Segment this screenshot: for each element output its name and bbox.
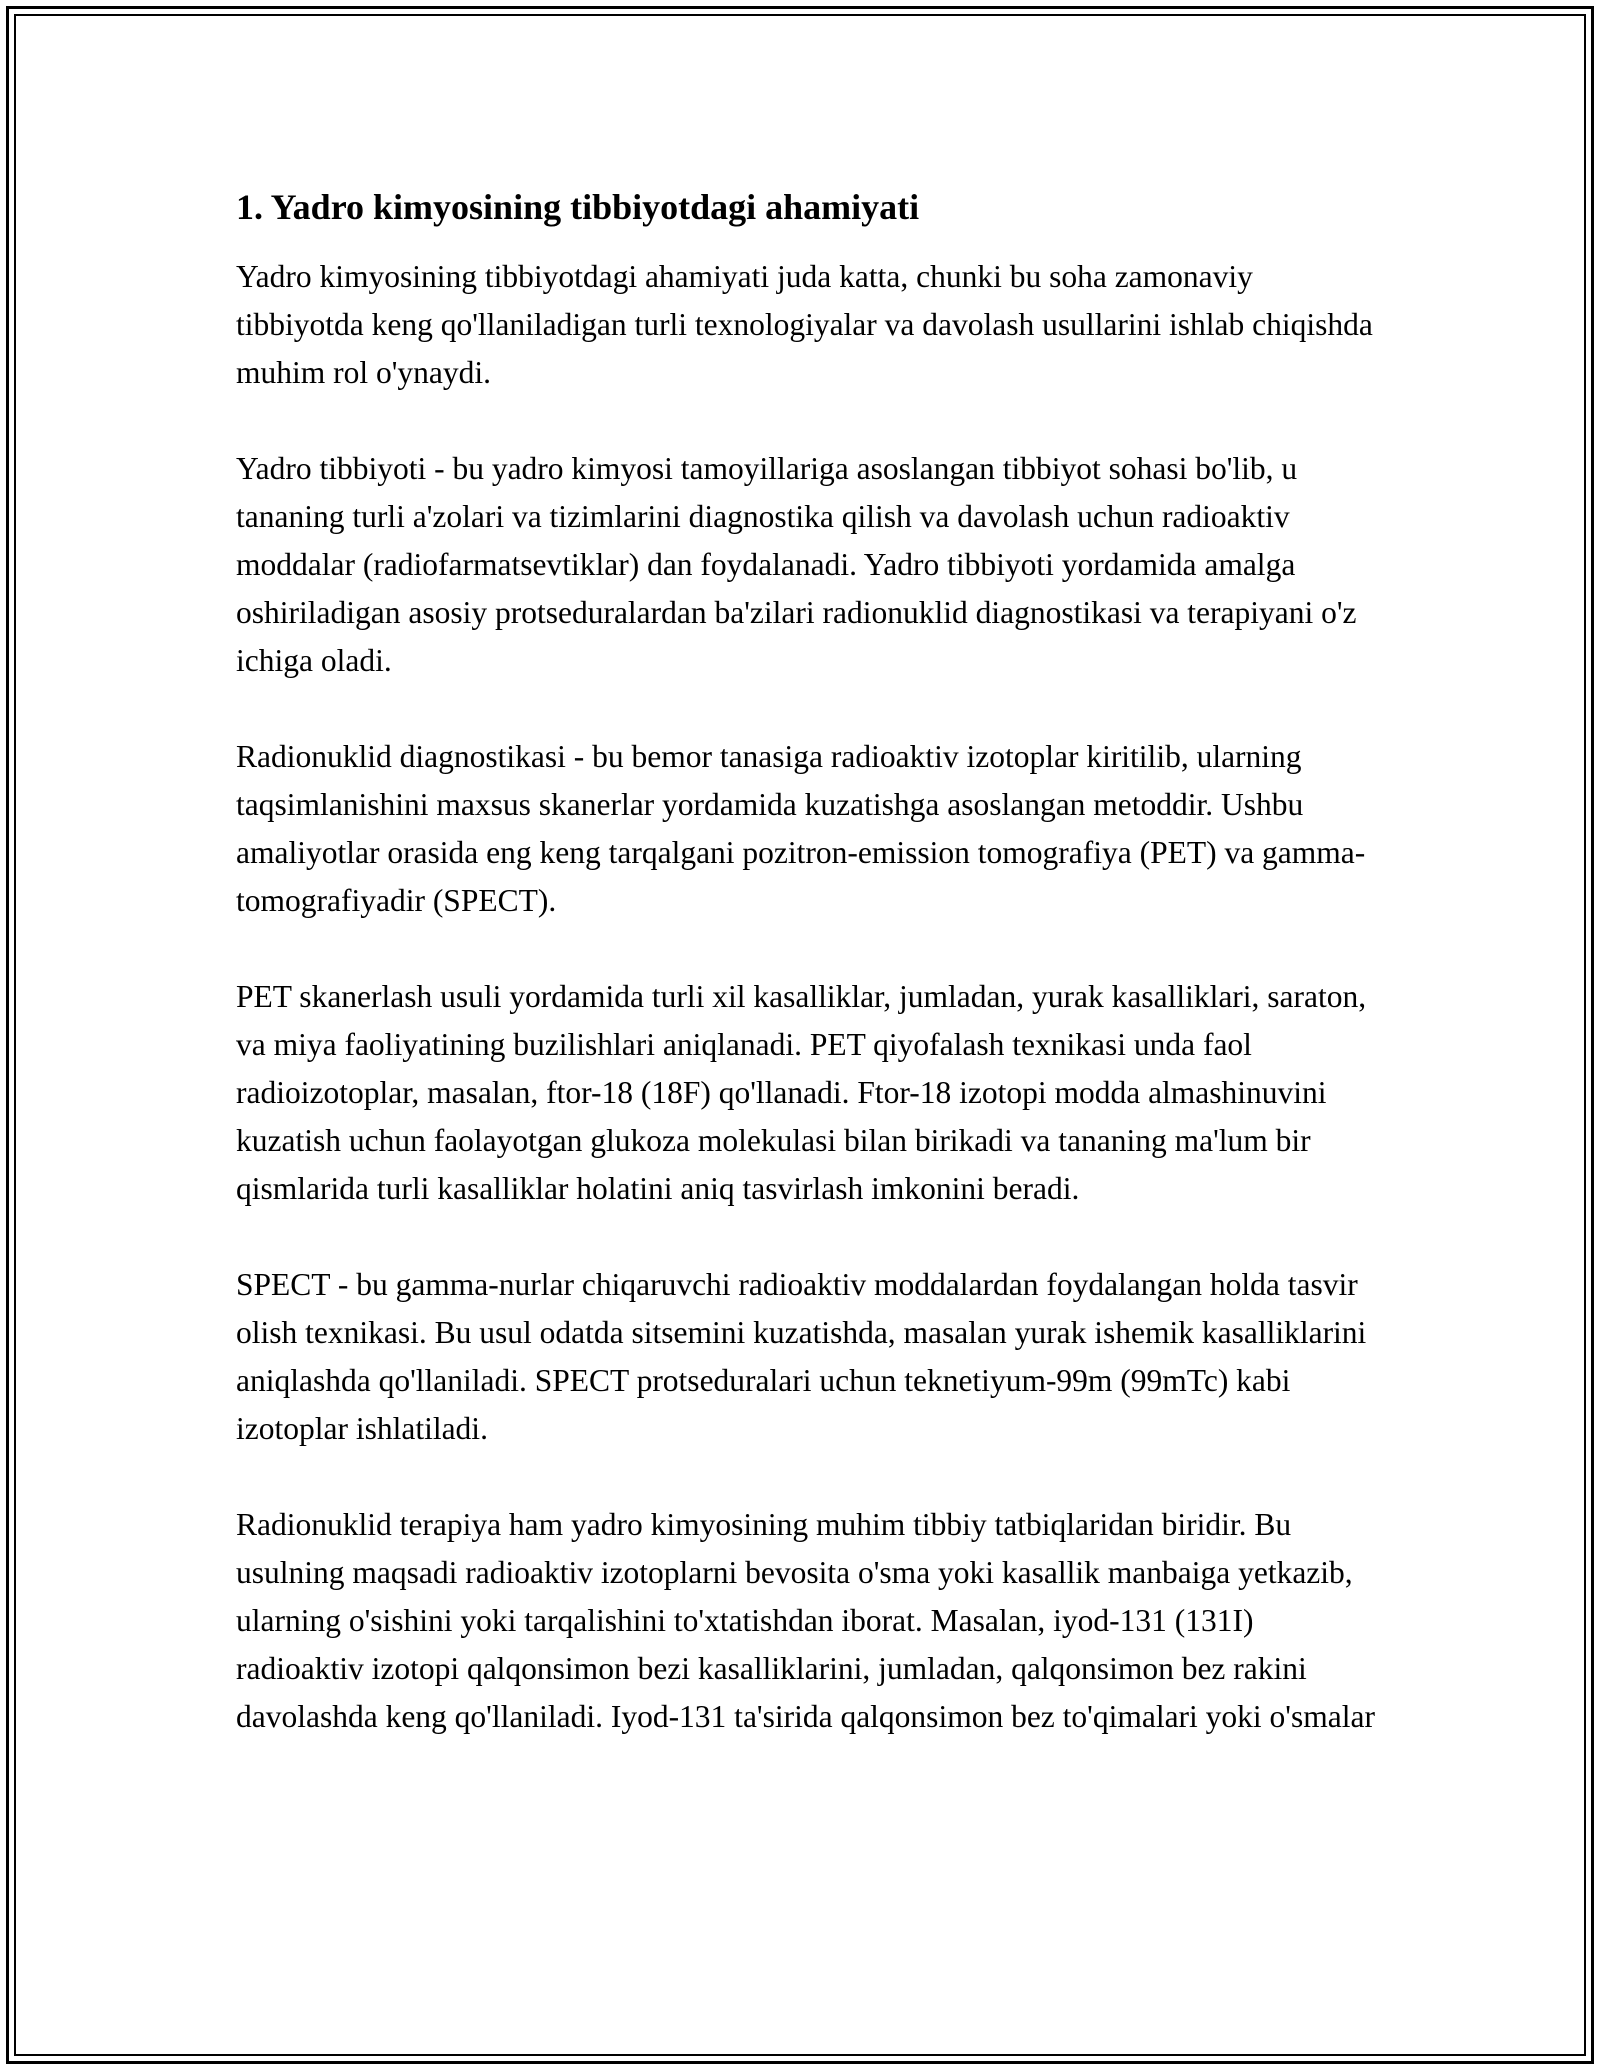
document-body xyxy=(236,183,1376,1741)
section-heading: 1. Yadro kimyosining tibbiyotdagi ahamiyati xyxy=(236,187,920,227)
paragraph-intro: Yadro kimyosining tibbiyotdagi ahamiyati juda katta, chunki bu soha zamonaviy tibbiyotda keng qo'llaniladigan turli texnologiyalar va davolash usullarini ishlab chiqishda muhim rol o'ynaydi. xyxy=(236,259,1373,390)
paragraph-pet-scanning: PET skanerlash usuli yordamida turli xil kasalliklar, jumladan, yurak kasalliklari, saraton, va miya faoliyatining buzilishlari aniqlanadi. PET qiyofalash texnikasi unda faol radioizotoplar, masalan, ftor-18 (18F) qo'llanadi. Ftor-18 izotopi modda almashinuvini kuzatish uchun faolayotgan glukoza molekulasi bilan birikadi va tananing ma'lum bir qismlarida turli kasalliklar holatini aniq tasvirlash imkonini beradi. xyxy=(236,979,1367,1206)
paragraph-nuclear-medicine: Yadro tibbiyoti - bu yadro kimyosi tamoyillariga asoslangan tibbiyot sohasi bo'lib, u tananing turli a'zolari va tizimlarini diagnostika qilish va davolash uchun radioaktiv moddalar (radiofarmatsevtiklar) dan foydalanadi. Yadro tibbiyoti yordamida amalga oshiriladigan asosiy protseduralardan ba'zilari radionuklid diagnostikasi va terapiyani o'z ichiga oladi. xyxy=(236,451,1357,678)
paragraph-radionuclide-diagnostics: Radionuklid diagnostikasi - bu bemor tanasiga radioaktiv izotoplar kiritilib, ularning taqsimlanishini maxsus skanerlar yordamida kuzatishga asoslangan metoddir. Ushbu amaliyotlar orasida eng keng tarqalgani pozitron-emission tomografiya (PET) va gamma-tomografiyadir (SPECT). xyxy=(236,739,1366,918)
paragraph-radionuclide-therapy: Radionuklid terapiya ham yadro kimyosining muhim tibbiy tatbiqlaridan biridir. Bu usulning maqsadi radioaktiv izotoplarni bevosita o'sma yoki kasallik manbaiga yetkazib, ularning o'sishini yoki tarqalishini to'xtatishdan iborat. Masalan, iyod-131 (131I) radioaktiv izotopi qalqonsimon bezi kasalliklarini, jumladan, qalqonsimon bez rakini davolashda keng qo'llaniladi. Iyod-131 ta'sirida qalqonsimon bez to'qimalari yoki o'smalar xyxy=(236,1507,1375,1734)
paragraph-spect: SPECT - bu gamma-nurlar chiqaruvchi radioaktiv moddalardan foydalangan holda tasvir olish texnikasi. Bu usul odatda sitsemini kuzatishda, masalan yurak ishemik kasalliklarini aniqlashda qo'llaniladi. SPECT protseduralari uchun teknetiyum-99m (99mTc) kabi izotoplar ishlatiladi. xyxy=(236,1267,1367,1446)
